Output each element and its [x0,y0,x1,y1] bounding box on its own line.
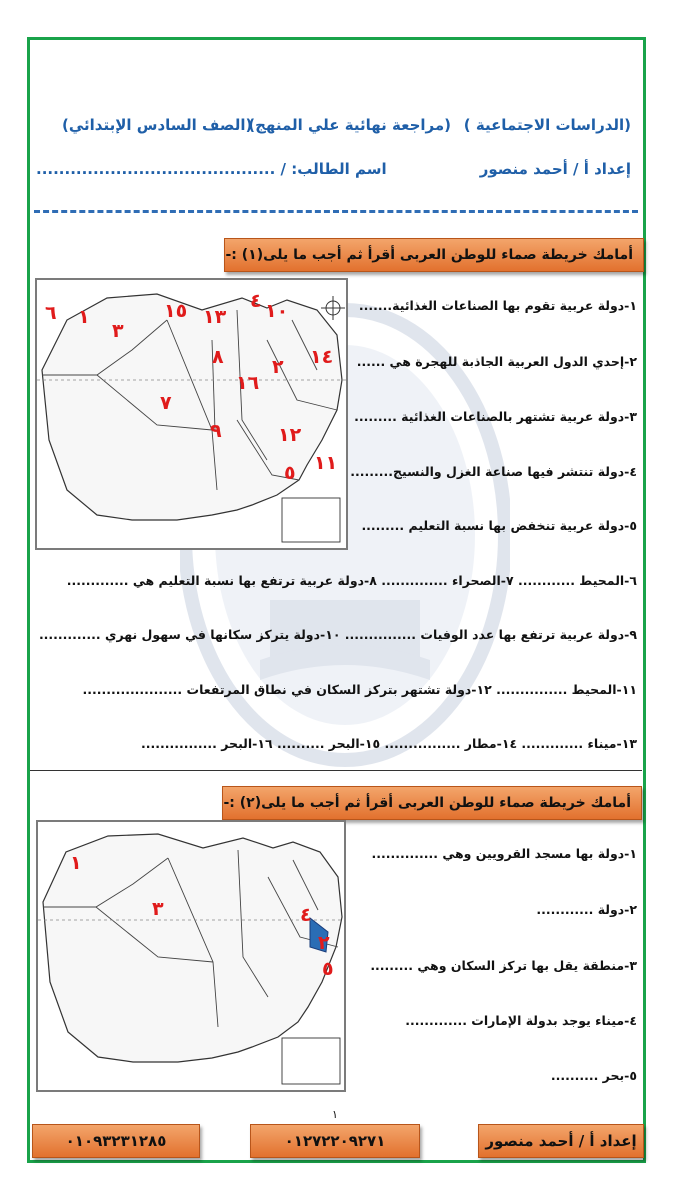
map2-number-3: ٣ [152,898,164,920]
subject-title: (الدراسات الاجتماعية ) [463,116,631,134]
s2-question-4: ٤-ميناء يوجد بدولة الإمارات ............. [405,1013,637,1028]
map2-number-2: ٢ [318,932,330,954]
map1-number-5: ٥ [284,462,296,484]
section2-banner: أمامك خريطة صماء للوطن العربى أقرأ ثم أجب ما يلى(٢) :- [222,786,642,820]
map1-number-9: ٩ [210,420,222,442]
map-2 [36,820,346,1092]
s1-question-9: ٩-دولة عربية ترتفع بها عدد الوفيات ............... ١٠-دولة يتركز سكانها في سهول نهري ............. [38,627,637,642]
review-title: (مراجعة نهائية علي المنهج) [248,116,451,134]
map2-number-4: ٤ [300,904,312,926]
s2-question-1: ١-دولة بها مسجد القرويين وهي .............. [371,846,637,861]
map1-number-11: ١١ [314,452,338,474]
map1-number-3: ٣ [112,320,124,342]
map1-number-7: ٧ [160,392,172,414]
header-divider [34,210,638,213]
s2-question-3: ٣-منطقة يقل بها تركز السكان وهي ......... [370,958,637,973]
s2-question-2: ٢-دولة ............ [536,902,637,917]
map1-number-1: ١ [78,306,90,328]
map2-number-5: ٥ [322,958,334,980]
s2-question-5: ٥-بحر .......... [550,1068,637,1083]
s1-question-2: ٢-إحدي الدول العربية الجاذبة للهجرة هي ...... [356,354,637,369]
map1-number-10: ١٠ [265,300,289,322]
map2-number-1: ١ [70,852,82,874]
student-name-field[interactable]: اسم الطالب: / .......................................... [36,160,387,178]
map1-number-15: ١٥ [164,300,188,322]
author-line: إعداد أ / أحمد منصور [479,160,631,178]
s1-question-3: ٣-دولة عربية تشتهر بالصناعات الغذائية ......... [354,409,637,424]
s1-question-5: ٥-دولة عربية تنخفض بها نسبة التعليم ......... [361,518,637,533]
map1-number-16: ١٦ [236,372,260,394]
map1-number-12: ١٢ [278,424,302,446]
map1-number-2: ٢ [272,356,284,378]
map1-number-8: ٨ [212,346,224,368]
s1-question-1: ١-دولة عربية تقوم بها الصناعات الغذائية....... [358,298,637,313]
s1-question-13: ١٣-ميناء ............. ١٤-مطار ................ ١٥-البحر .......... ١٦-البحر ................ [140,736,637,751]
map1-number-4: ٤ [250,290,262,312]
footer-phone-1: ٠١٢٧٢٢٠٩٢٧١ [250,1124,420,1158]
map1-number-6: ٦ [45,302,57,324]
s1-question-4: ٤-دولة تنتشر فيها صناعة الغزل والنسيج......... [350,464,637,479]
map1-number-13: ١٣ [203,306,227,328]
footer-phone-2: ٠١٠٩٣٢٣١٢٨٥ [32,1124,200,1158]
grade-title: (الصف السادس الإبتدائي) [62,116,253,134]
s1-question-6: ٦-المحيط ............ ٧-الصحراء .............. ٨-دولة عربية ترتفع بها نسبة التعليم هي ............. [66,573,637,588]
section1-banner: أمامك خريطة صماء للوطن العربى أقرأ ثم أجب ما يلى(١) :- [224,238,644,272]
s1-question-11: ١١-المحيط ............... ١٢-دولة تشتهر بتركز السكان في نطاق المرتفعات ..................... [82,682,637,697]
map1-number-14: ١٤ [310,346,334,368]
footer-author-box: إعداد أ / أحمد منصور [478,1124,644,1158]
page-number: ١ [332,1108,338,1121]
section-divider [30,770,642,771]
